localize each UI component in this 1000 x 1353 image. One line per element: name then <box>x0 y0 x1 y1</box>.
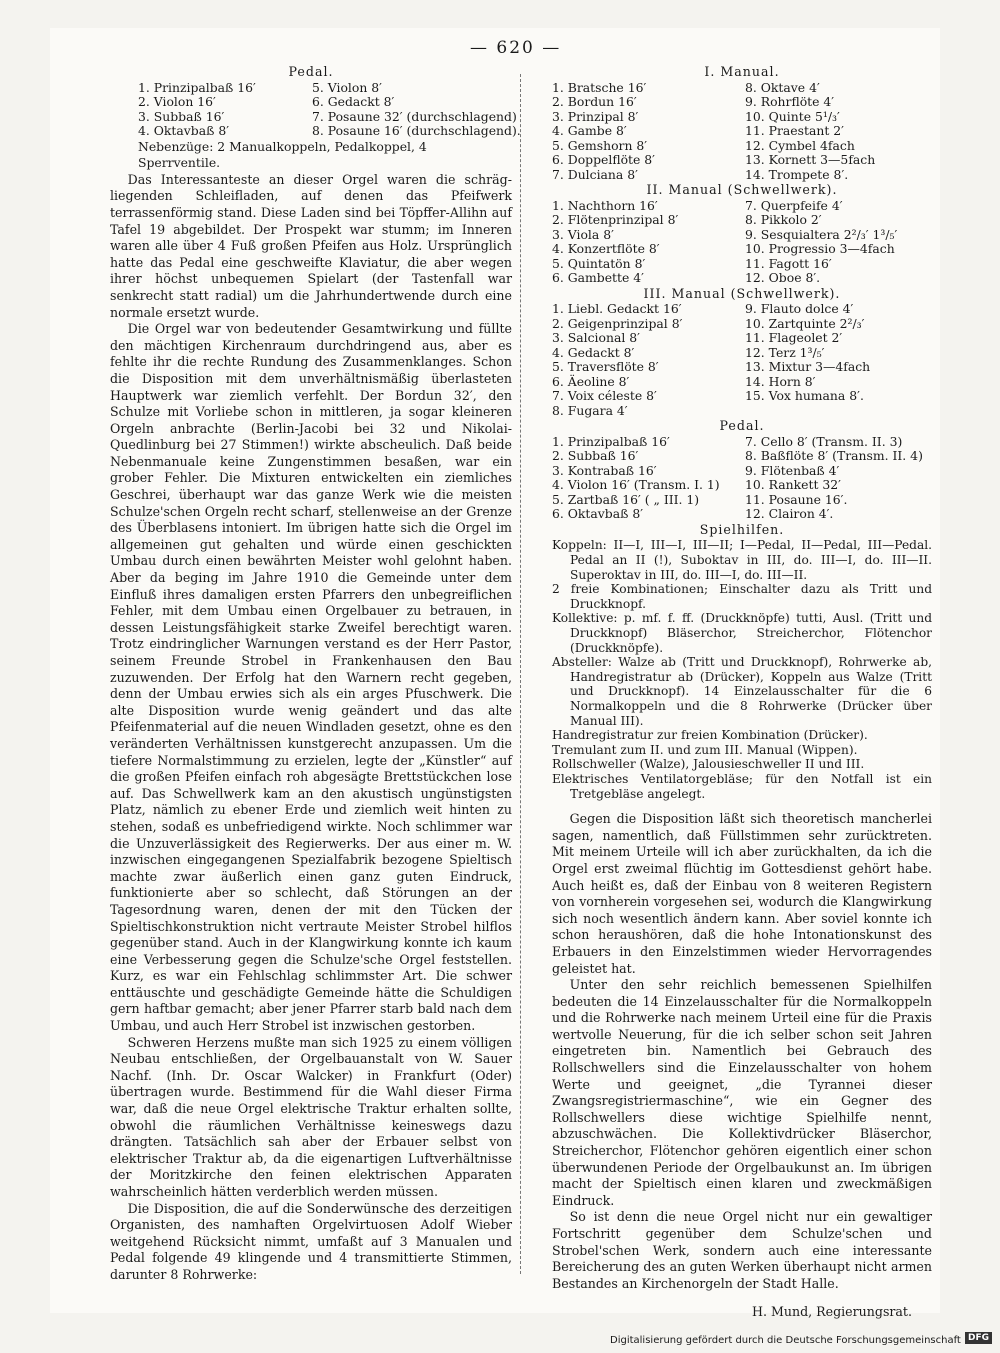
spielhilfen-heading: Spielhilfen. <box>699 521 785 537</box>
stop-item: 4. Gedackt 8′ <box>552 344 635 360</box>
stop-item: 6. Gambette 4′ <box>552 270 644 286</box>
stop-item: 4. Oktavbaß 8′ <box>138 123 230 139</box>
stop-item: 2. Bordun 16′ <box>552 94 637 110</box>
paragraph: Die Orgel war von bedeutender Gesamtwirkung und füllte den mächtigen Kirchenraum durchdringend aus, aber es fehlte ihr die rechte Rundung des Zusammenklanges. Schon die Disposition mit dem unverhältnismäßig überlasteten Hauptwerk war ziemlich verfehlt. Der Bordun 32′, den Schulze mit Vorliebe schon in mittleren, ja sogar kleineren Orgeln anbrachte (Berlin-Jacobi bei 32 und Nikolai-Quedlinburg bei 27 Stimmen!) wirkte abscheulich. Daß beide Nebenmanuale keine Zungenstimmen besaßen, war ein grober Fehler. Die Mixturen entwickelten ein ziemliches Geschrei, überhaupt war das ganze Werk wie die meisten Schulze'schen Orgeln recht scharf, stellenweise an der Grenze des Überblasens intoniert. Im übrigen hatte sich die Orgel im allgemeinen gut gehalten und würde einen geschickten Umbau durch einen bewährten Meister wohl gelohnt haben. Aber da beging im Jahre 1910 die Gemeinde unter dem Einfluß ihres damaligen ersten Pfarrers den unbegreiflichen Fehler, mit dem Umbau einen Orgelbauer zu betrauen, in dessen Leistungsfähigkeit starke Zweifel berechtigt waren. Trotz eindringlicher Warnungen verstand es der Herr Pastor, seinem Freunde Strobel in Frankenhausen den Bau zuzuwenden. Der Erfolg hat den Warnern recht gegeben, denn der Umbau erwies sich als ein arges Pfuschwerk. Die alte Disposition wurde wenig geändert und das alte Pfeifenmaterial auf die neuen Windladen gesetzt, ohne es den veränderten Verhältnissen kunstgerecht anzupassen. Um die tiefere Normalstimmung zu erzielen, legte der „Künstler“ auf die großen Pfeifen einfach roh abgesägte Brettstückchen lose auf. Das Schwellwerk kam an den akustisch ungünstigsten Platz, nämlich zu ebener Erde und ziemlich weit hinten zu stehen, sodaß es unbefriedigend wirkte. Noch schlimmer war die Unzuverlässigkeit des Regierwerks. Der aus einer m. W. inzwischen eingegangenen Spezialfabrik bezogene Spieltisch machte zwar äußerlich einen ganz guten Eindruck, funktionierte aber so schlecht, daß Störungen an der Tagesordnung waren, denen der mit den Tücken der Spieltischkonstruktion nicht vertraute Meister Strobel hilflos gegenüber stand. Auch in der Klangwirkung konnte ich kaum eine Verbesserung gegen die Schulze'sche Orgel feststellen. Kurz, es war ein Fehlschlag schlimmster Art. Die schwer enttäuschte und geschädigte Gemeinde hätte die Schuldigen gern haftbar gemacht; aber jener Pfarrer starb bald nach dem Umbau, und auch Herr Strobel ist inzwischen gestorben. <box>110 321 512 1034</box>
paragraph: Gegen die Disposition läßt sich theoretisch mancherlei sagen, namentlich, daß Füllstimmen sehr zurücktreten. Mit meinem Urteile will ich aber zurückhalten, da ich die Orgel erst zweimal flüchtig im Gottesdienst gehört habe. Auch heißt es, daß der Einbau von 8 weiteren Registern von vornherein vorgesehen sei, wodurch die Klangwirkung sich noch wesentlich ändern kann. Aber soviel konnte ich schon heraushören, daß die hohe Intonationskunst des Erbauers in den Einzelstimmen wieder Hervorragendes geleistet hat. <box>552 811 932 976</box>
stop-item: 1. Nachthorn 16′ <box>552 197 658 213</box>
paragraph: Unter den sehr reichlich bemessenen Spielhilfen bedeuten die 14 Einzelausschalter für die Normalkoppeln und die Rohrwerke nach meinem Urteil eine für die Praxis wertvolle Neuerung, für die ich selber schon seit Jahren eingetreten bin. Namentlich bei Gebrauch des Rollschwellers sind die Einzelausschalter von hohem Werte und geeignet, „die Tyrannei dieser Zwangsregistriermaschine“, wie ein Gegner des Rollschwellers diese wichtige Spielhilfe nennt, abzuschwächen. Die Kollektivdrücker Bläserchor, Streicherchor, Flötenchor gehören eigentlich einer schon überwundenen Periode der Orgelbaukunst an. Im übrigen macht der Spieltisch einen klaren und zweckmäßigen Eindruck. <box>552 977 932 1208</box>
column-divider <box>520 74 521 1274</box>
stop-item: 10. Zartquinte 2²/₃′ <box>745 315 865 331</box>
spielhilfen-item: Handregistratur zur freien Kombination (Drücker). <box>552 728 868 743</box>
spielhilfen-item: Rollschweller (Walze), Jalousieschweller II und III. <box>552 757 865 772</box>
manual2-heading: II. Manual (Schwellwerk). <box>646 182 838 198</box>
stop-item: 9. Flötenbaß 4′ <box>745 462 840 478</box>
manual2-stop-list <box>552 199 932 286</box>
spielhilfen-item: Kollektive: p. mf. f. ff. (Druckknöpfe) tutti, Ausl. (Tritt und Druckknopf) Bläserchor, Streicherchor, Flötenchor (Druckknöpfe). <box>552 611 932 655</box>
stop-item: 6. Äeoline 8′ <box>552 373 630 389</box>
stop-item: 8. Oktave 4′ <box>745 79 820 95</box>
stop-item: 3. Viola 8′ <box>552 226 614 242</box>
stop-item: 1. Bratsche 16′ <box>552 79 647 95</box>
pedal-heading: Pedal. <box>288 64 334 79</box>
spielhilfen-item: Elektrisches Ventilatorgebläse; für den Notfall ist ein Tretgebläse angelegt. <box>552 771 932 801</box>
stop-item: 10. Quinte 5¹/₃′ <box>745 108 840 124</box>
page-number: — 620 — <box>470 38 562 58</box>
stop-item: 2. Flötenprinzipal 8′ <box>552 212 679 228</box>
stop-item: 5. Violon 8′ <box>312 79 382 95</box>
stop-item: 11. Praestant 2′ <box>745 123 844 139</box>
stop-item: 12. Oboe 8′. <box>745 270 821 286</box>
left-column <box>110 64 521 1284</box>
stop-item: 10. Progressio 3—4fach <box>745 241 895 257</box>
pedal-stop-list-right <box>552 435 932 522</box>
stop-item: 10. Rankett 32′ <box>745 477 841 493</box>
stop-item: 2. Subbaß 16′ <box>552 448 639 464</box>
stop-item: 14. Horn 8′ <box>745 373 816 389</box>
stop-item: 1. Prinzipalbaß 16′ <box>138 79 256 95</box>
stop-item: 5. Zartbaß 16′ ( „ III. 1) <box>552 491 700 507</box>
stop-item: 4. Violon 16′ (Transm. I. 1) <box>552 477 720 493</box>
stop-item: 4. Konzertflöte 8′ <box>552 241 660 257</box>
paragraph: Das Interessanteste an dieser Orgel waren die schräg-liegenden Schleifladen, auf denen das Pfeifwerk terrassenförmig stand. Diese Laden sind bei Töpffer-Allihn auf Tafel 19 abgebildet. Der Prospekt war stumm; im Inneren waren alle über 4 Fuß großen Pfeifen aus Holz. Ursprünglich hatte das Pedal eine geschweifte Klaviatur, die aber wegen ihrer höchst unbequemen Spielart (der Tastenfall war senkrecht statt radial) um die Jahrhundertwende durch eine normale ersetzt wurde. <box>110 171 512 320</box>
stop-item: 7. Cello 8′ (Transm. II. 3) <box>745 433 903 449</box>
stop-item: 1. Liebl. Gedackt 16′ <box>552 301 682 317</box>
nebenzuege-note: Nebenzüge: 2 Manualkoppeln, Pedalkoppel, 4 Sperrventile. <box>138 138 427 171</box>
paragraph: So ist denn die neue Orgel nicht nur ein gewaltiger Fortschritt gegenüber dem Schulze'schen und Strobel'schen Werk, sondern auch eine interessante Bereicherung des an guten Werken überhaupt nicht armen Bestandes an Kirchenorgeln der Stadt Halle. <box>552 1209 932 1291</box>
stop-item: 3. Prinzipal 8′ <box>552 108 639 124</box>
manual3-heading: III. Manual (Schwellwerk). <box>643 285 841 301</box>
stop-item: 13. Kornett 3—5fach <box>745 152 876 168</box>
paragraph: Die Disposition, die auf die Sonderwünsche des derzeitigen Organisten, des namhaften Orgelvirtuosen Adolf Wieber weitgehend Rücksicht nimmt, umfaßt auf 3 Manualen und Pedal folgende 49 klingende und 4 transmittierte Stimmen, darunter 8 Rohrwerke: <box>110 1200 512 1282</box>
stop-item: 11. Fagott 16′ <box>745 255 832 271</box>
stop-item: 9. Flauto dolce 4′ <box>745 301 854 317</box>
stop-item: 8. Fugara 4′ <box>552 402 628 418</box>
stop-item: 8. Pikkolo 2′ <box>745 212 822 228</box>
manual3-stop-list <box>552 302 932 418</box>
stop-item: 12. Cymbel 4fach <box>745 137 855 153</box>
stop-item: 11. Posaune 16′. <box>745 491 848 507</box>
paragraph: Schweren Herzens mußte man sich 1925 zu einem völligen Neubau entschließen, der Orgelbauanstalt von W. Sauer Nachf. (Inh. Dr. Oscar Walcker) in Frankfurt (Oder) übertragen wurde. Bestimmend für die Wahl dieser Firma war, daß die neue Orgel elektrische Traktur erhalten sollte, obwohl die räumlichen Verhältnisse keineswegs dazu drängten. Tatsächlich sah aber der Erbauer selbst von elektrischer Traktur ab, da die eigenartigen Luftverhältnisse der Moritzkirche den feinen elektrischen Apparaten wahrscheinlich hätten verderblich werden müssen. <box>110 1034 512 1199</box>
stop-item: 15. Vox humana 8′. <box>745 388 864 404</box>
stop-item: 14. Trompete 8′. <box>745 166 849 182</box>
stop-item: 7. Dulciana 8′ <box>552 166 638 182</box>
spielhilfen-item: 2 freie Kombinationen; Einschalter dazu als Tritt und Druckknopf. <box>552 582 932 611</box>
stop-item: 7. Voix céleste 8′ <box>552 388 657 404</box>
stop-item: 4. Gambe 8′ <box>552 123 627 139</box>
stop-item: 13. Mixtur 3—4fach <box>745 359 871 375</box>
stop-item: 7. Posaune 32′ (durchschlagend) <box>312 108 517 124</box>
stop-item: 3. Subbaß 16′ <box>138 108 225 124</box>
manual1-stop-list <box>552 81 932 183</box>
stop-item: 5. Traversflöte 8′ <box>552 359 659 375</box>
spielhilfen-item: Koppeln: II—I, III—I, III—II; I—Pedal, II—Pedal, III—Pedal. Pedal an II (!), Suboktav in III, do. III—I, do. III—II. Superoktav in III, do. III—I, do. III—II. <box>552 538 932 582</box>
footer-credit: Digitalisierung gefördert durch die Deutsche Forschungsgemeinschaft <box>610 1335 961 1346</box>
spielhilfen-item: Absteller: Walze ab (Tritt und Druckknopf), Rohrwerke ab, Handregistratur ab (Drücker), Koppeln aus Walze (Tritt und Druckknopf). 14 Einzelausschalter für die 6 Normalkoppeln und die 8 Rohrwerke (Drücker über Manual III). <box>552 655 932 728</box>
stop-item: 2. Violon 16′ <box>138 94 216 110</box>
stop-item: 9. Rohrflöte 4′ <box>745 94 835 110</box>
stop-item: 8. Baßflöte 8′ (Transm. II. 4) <box>745 448 923 464</box>
right-column <box>552 64 932 1334</box>
stop-item: 8. Posaune 16′ (durchschlagend). <box>312 123 521 139</box>
stop-item: 12. Clairon 4′. <box>745 506 834 522</box>
stop-item: 1. Prinzipalbaß 16′ <box>552 433 670 449</box>
stop-item: 9. Sesquialtera 2²/₃′ 1³/₅′ <box>745 226 898 242</box>
stop-item: 6. Doppelflöte 8′ <box>552 152 655 168</box>
stop-item: 3. Salcional 8′ <box>552 330 640 346</box>
stop-item: 5. Quintatön 8′ <box>552 255 646 271</box>
stop-item: 7. Querpfeife 4′ <box>745 197 843 213</box>
spielhilfen-item: Tremulant zum II. und zum III. Manual (Wippen). <box>552 742 858 757</box>
stop-item: 3. Kontrabaß 16′ <box>552 462 657 478</box>
pedal-stop-list <box>110 79 521 139</box>
manual1-heading: I. Manual. <box>704 64 780 79</box>
stop-item: 6. Oktavbaß 8′ <box>552 506 644 522</box>
stop-item: 6. Gedackt 8′ <box>312 94 395 110</box>
signature: H. Mund, Regierungsrat. <box>751 1304 912 1320</box>
stop-item: 12. Terz 1³/₅′ <box>745 344 825 360</box>
stop-item: 11. Flageolet 2′ <box>745 330 843 346</box>
pedal-heading-right: Pedal. <box>719 418 765 434</box>
stop-item: 2. Geigenprinzipal 8′ <box>552 315 683 331</box>
dfg-logo: DFG <box>965 1332 992 1344</box>
stop-item: 5. Gemshorn 8′ <box>552 137 648 153</box>
